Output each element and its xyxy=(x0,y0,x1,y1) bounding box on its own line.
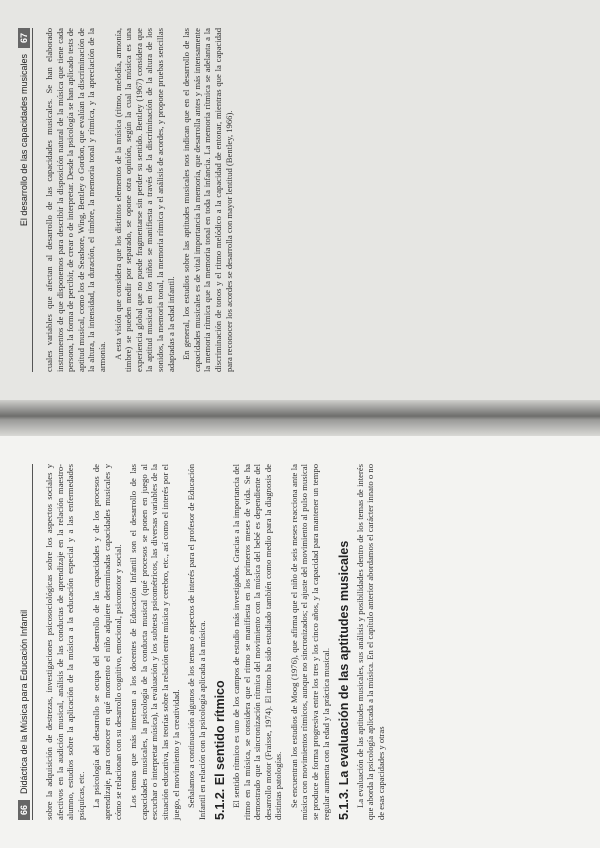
right-running-header xyxy=(18,28,33,372)
section-heading-evaluacion: 5.1.3. La evaluación de las aptitudes musicales xyxy=(337,540,352,820)
intro-paragraph: Señalamos a continuación algunos de los temas o aspectos de interés para el profesor de Educación Infantil en relación con la psicología aplicada a la música. xyxy=(186,464,207,820)
right-running-head: El desarrollo de las capacidades musicales xyxy=(19,54,29,227)
left-body-text xyxy=(44,464,584,820)
book-gutter xyxy=(0,400,600,436)
paragraph: La evaluación de las aptitudes musicales, sus análisis y posibilidades dentro de los temas de interés que aborda la psicología aplicada a la música. En el capítulo anterior abordamos el carácter innato o no de esas capacidades y otras xyxy=(354,464,387,820)
section-heading-ritmo: 5.1.2. El sentido rítmico xyxy=(213,680,228,820)
paragraph: Los temas que más interesan a los docentes de Educación Infantil son el desarrollo de las capacidades musicales, la psicología de la conducta musical (qué procesos se ponen en juego al escuchar o interpretar música), la evaluación y los subtests psicométricos, las diversas variables de la situación educativa, las teorías sobre la relación entre música y cerebro, etc., así como el interés por el juego, el movimiento y la creatividad. xyxy=(128,464,181,820)
right-page xyxy=(0,0,600,400)
paragraph: sobre la adquisición de destrezas, investigaciones psicosociológicas sobre los aspectos sociales y afectivos en la audición musical, análisis de las conductas de aprendizaje en la relación maestro-alumno, estudios sobre la aplicación de la música a la educación especial y a las enfermedades psíquicas, etc. xyxy=(44,464,86,820)
left-page-number: 66 xyxy=(18,800,30,820)
left-running-head: Didáctica de la Música para Educación Infantil xyxy=(19,609,29,794)
left-page xyxy=(0,435,600,848)
paragraph: El sentido rítmico es uno de los campos de estudio más investigados. Gracias a la importancia del ritmo en la música, se considera que el ritmo se manifiesta en los primeros meses de vida. Se ha demostrado que la sincronización rítmica del movimiento con la música del bebé es dependiente del desarrollo motor (Fraisse, 1974). El ritmo ha sido estudiado también como medio para la diagnosis de distintas patologías. xyxy=(230,464,284,820)
paragraph: En general, los estudios sobre las aptitudes musicales nos indican que en el desarrollo de las capacidades musicales es de vital importancia la memoria, que desarrolla antes y más intensamente la memoria rítmica que la memoria tonal en toda la infancia. La memoria rítmica se adelanta a la discriminación de tonos y el ritmo melódico a la capacidad de entonar, mientras que la capacidad para reconocer los acordes se desarrolla con mayor lentitud (Bentley, 1966). xyxy=(181,28,234,372)
right-body-text xyxy=(44,28,584,372)
paragraph: A esta visión que considera que los distintos elementos de la música (ritmo, melodía, armonía, timbre) se pueden medir por separado, se opone otra opinión, según la cual la música es una experiencia global que no puede fragmentarse sin perder su sentido. Bentley (1967) considera que la aptitud musical en los niños se manifiesta a través de la discriminación de la altura de los sonidos, la memoria tonal, la memoria rítmica y el análisis de acordes, y propone pruebas sencillas adaptadas a la edad infantil. xyxy=(112,28,176,372)
left-running-header xyxy=(18,464,33,820)
right-page-number: 67 xyxy=(18,28,30,48)
paragraph: cuales variables que afectan al desarrollo de las capacidades musicales. Se han elaborado instrumentos de que disponemos para describir la disposición natural de la música que tiene cada persona, la forma de percibir, de crear o de interpretar. Desde la psicología se han aplicado tests de aptitud musical, como los de Seashore, Wing, Bentley o Gordon, que evalúan la discriminación de la altura, la intensidad, la duración, el timbre, la memoria tonal y rítmica, y la apreciación de la armonía. xyxy=(44,28,107,372)
paragraph: Se encuentran los estudios de Moog (1976), que afirma que el niño de seis meses reacciona ante la música con movimientos rítmicos, aunque no sincronizados; el ajuste del movimiento al pulso musical se produce de forma progresiva entre los tres y los cinco años, y la capacidad para mantener un tempo regular aumenta con la edad y la práctica musical. xyxy=(288,464,331,820)
paragraph: La psicología del desarrollo se ocupa del desarrollo de las capacidades y de los procesos de aprendizaje, para conocer en qué momento el niño adquiere determinadas capacidades musicales y cómo se relacionan con su desarrollo cognitivo, emocional, psicomotor y social. xyxy=(91,464,123,820)
